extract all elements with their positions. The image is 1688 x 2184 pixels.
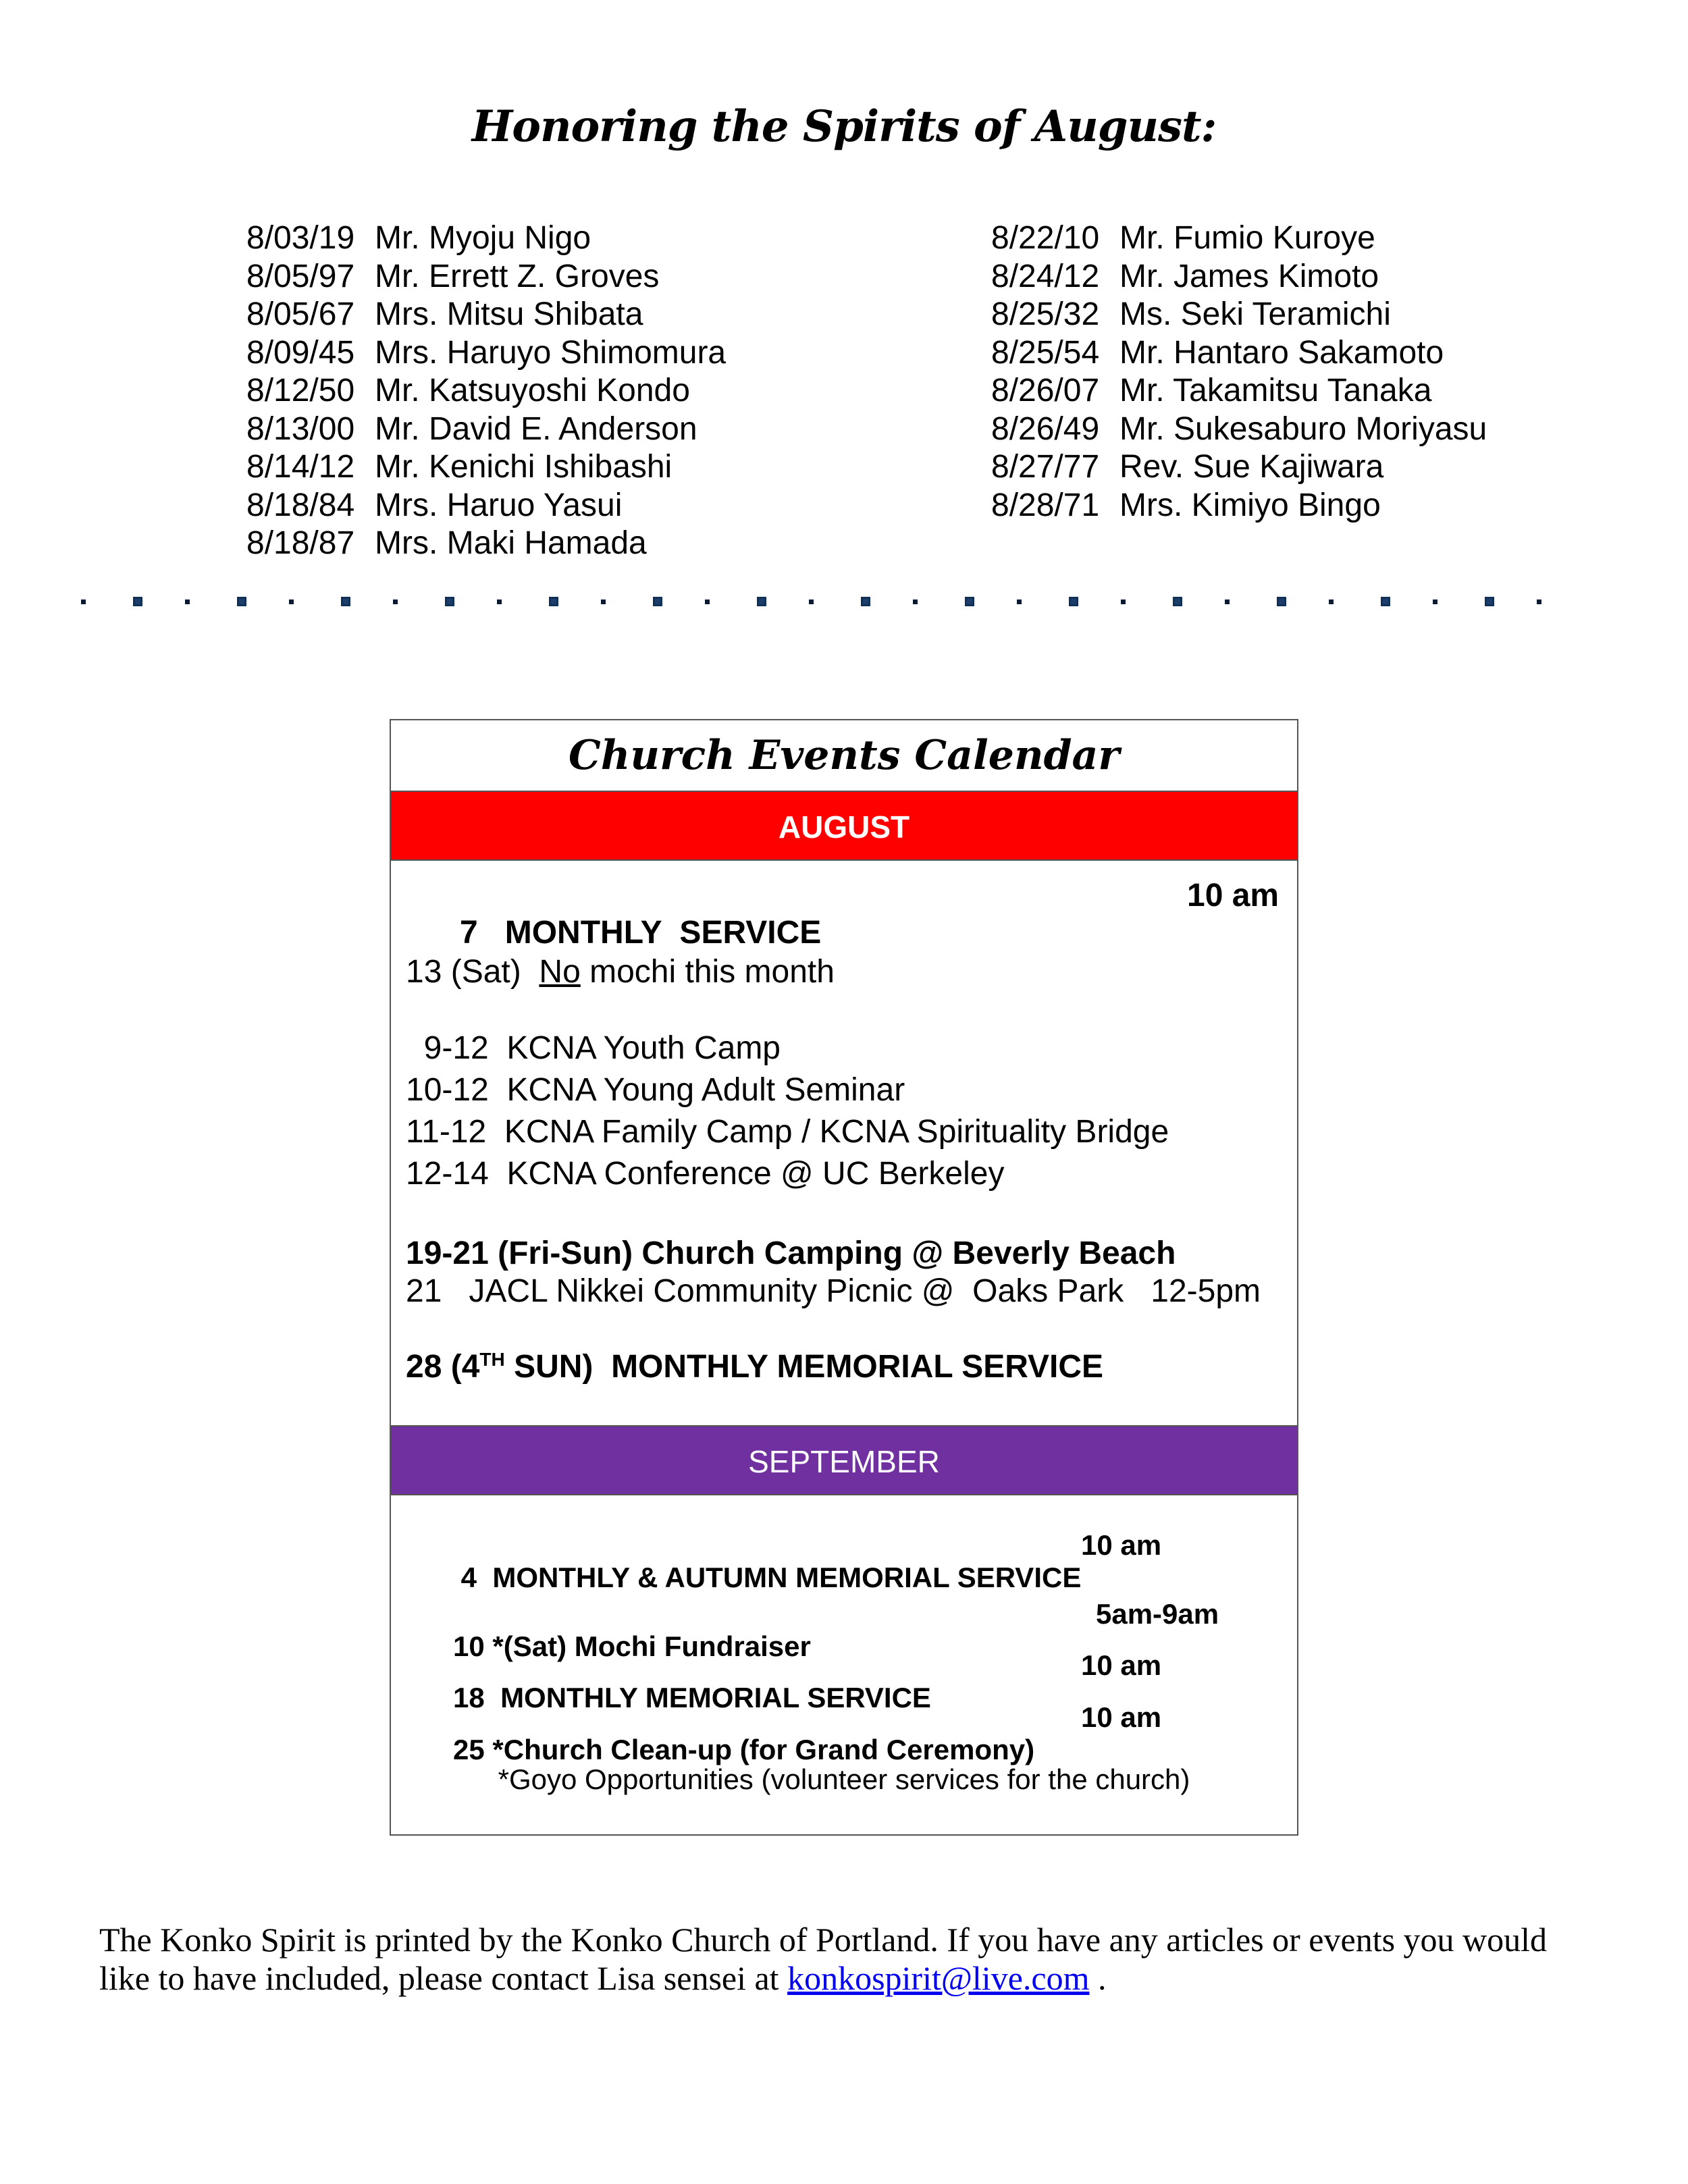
- memorial-item: [246, 525, 726, 563]
- divider-dot: [341, 597, 350, 606]
- memorial-date: 8/18/84: [246, 487, 355, 523]
- event-superscript: TH: [479, 1349, 505, 1370]
- footer-note: [99, 1921, 1605, 1998]
- memorial-name: Mr. Kenichi Ishibashi: [375, 449, 672, 485]
- memorial-name: Mrs. Maki Hamada: [375, 525, 647, 561]
- divider-dot: [393, 600, 398, 604]
- memorial-date: 8/26/49: [991, 410, 1100, 447]
- event-item: 11-12 KCNA Family Camp / KCNA Spirituality Bridge: [406, 1114, 1169, 1150]
- event-item: 9-12 KCNA Youth Camp: [406, 1030, 781, 1066]
- memorial-name: Mr. James Kimoto: [1119, 258, 1379, 294]
- memorial-item: [991, 487, 1487, 525]
- memorial-date: 8/26/07: [991, 373, 1100, 408]
- memorial-name: Mr. Katsuyoshi Kondo: [375, 373, 690, 408]
- memorial-name: Ms. Seki Teramichi: [1119, 296, 1391, 332]
- event-label: 18 MONTHLY MEMORIAL SERVICE: [453, 1682, 931, 1713]
- memorial-item: [991, 334, 1487, 373]
- event-text: mochi this month: [580, 954, 835, 990]
- divider-dot: [965, 597, 974, 606]
- memorial-name: Mr. Hantaro Sakamoto: [1119, 334, 1444, 371]
- event-time: 5am-9am: [1096, 1598, 1219, 1630]
- divider-dot: [705, 600, 710, 604]
- divider-dot: [809, 600, 814, 604]
- event-time: 10 am: [1081, 1649, 1162, 1681]
- event-time: 10 am: [1081, 1701, 1162, 1733]
- memorial-item: [246, 296, 726, 334]
- dotted-divider: [81, 597, 1560, 608]
- memorial-date: 8/12/50: [246, 373, 355, 408]
- memorial-item: [246, 372, 726, 410]
- memorial-date: 8/22/10: [991, 220, 1100, 256]
- divider-dot: [237, 597, 246, 606]
- memorial-item: [991, 410, 1487, 449]
- footer-end: .: [1089, 1959, 1107, 1997]
- memorial-date: 8/13/00: [246, 410, 355, 447]
- event-text: SUN) MONTHLY MEMORIAL SERVICE: [504, 1349, 1104, 1385]
- memorial-item: [991, 258, 1487, 296]
- memorial-item: [246, 219, 726, 258]
- memorial-date: 8/24/12: [991, 258, 1100, 294]
- event-time: 10 am: [1187, 878, 1280, 913]
- memorial-name: Mr. Errett Z. Groves: [375, 258, 660, 294]
- events-calendar: [390, 719, 1298, 1836]
- memorial-item: [991, 219, 1487, 258]
- memorial-date: 8/25/32: [991, 296, 1100, 332]
- event-time: 10 am: [1081, 1529, 1162, 1561]
- memorial-name: Mrs. Haruo Yasui: [375, 487, 623, 523]
- memorial-item: [246, 334, 726, 373]
- memorial-date: 8/09/45: [246, 334, 355, 371]
- memorial-name: Mr. Takamitsu Tanaka: [1119, 373, 1432, 408]
- memorial-name: Mrs. Mitsu Shibata: [375, 296, 643, 332]
- divider-dot: [601, 600, 606, 604]
- memorial-date: 8/18/87: [246, 525, 355, 561]
- divider-dot: [1277, 597, 1286, 606]
- memorial-name: Mrs. Haruyo Shimomura: [375, 334, 727, 371]
- divider-dot: [861, 597, 870, 606]
- divider-dot: [1329, 600, 1334, 604]
- divider-dot: [1173, 597, 1182, 606]
- divider-dot: [913, 600, 918, 604]
- memorial-date: 8/28/71: [991, 487, 1100, 523]
- divider-dot: [653, 597, 662, 606]
- memorial-name: Mr. David E. Anderson: [375, 410, 697, 447]
- memorial-item: [246, 448, 726, 487]
- event-label: 7 MONTHLY SERVICE: [460, 915, 822, 951]
- divider-dot: [1433, 600, 1438, 604]
- event-label: 4 MONTHLY & AUTUMN MEMORIAL SERVICE: [453, 1562, 1082, 1593]
- divider-dot: [289, 600, 294, 604]
- divider-dot: [1485, 597, 1494, 606]
- memorial-name: Rev. Sue Kajiwara: [1119, 449, 1384, 485]
- memorial-item: [991, 448, 1487, 487]
- memorial-item: [246, 410, 726, 449]
- september-header: SEPTEMBER: [391, 1425, 1297, 1495]
- divider-dot: [757, 597, 766, 606]
- footer-text: The Konko Spirit is printed by the Konko Church of Portland. If you have any articles or events you would like to have included, please contact Lisa sensei at: [99, 1921, 1548, 1997]
- memorial-date: 8/14/12: [246, 449, 355, 485]
- event-emphasis: No: [539, 954, 581, 990]
- event-item: [406, 1348, 1103, 1385]
- memorial-item: [246, 258, 726, 296]
- event-label: 10 *(Sat) Mochi Fundraiser: [453, 1630, 811, 1662]
- event-item: [406, 953, 835, 990]
- divider-dot: [549, 597, 558, 606]
- event-item: 21 JACL Nikkei Community Picnic @ Oaks Park 12-5pm: [406, 1273, 1261, 1309]
- divider-dot: [1121, 600, 1126, 604]
- event-item: 10-12 KCNA Young Adult Seminar: [406, 1072, 905, 1108]
- memorial-item: [991, 296, 1487, 334]
- memorial-name: Mr. Sukesaburo Moriyasu: [1119, 410, 1487, 447]
- divider-dot: [1381, 597, 1390, 606]
- memorial-list-left: [246, 219, 726, 563]
- page-title: Honoring the Spirits of August:: [471, 101, 1217, 152]
- event-label: 25 *Church Clean-up (for Grand Ceremony): [453, 1734, 1035, 1765]
- memorial-date: 8/25/54: [991, 334, 1100, 371]
- memorial-name: Mr. Myoju Nigo: [375, 220, 591, 256]
- event-item: 12-14 KCNA Conference @ UC Berkeley: [406, 1156, 1005, 1192]
- memorial-name: Mr. Fumio Kuroye: [1119, 220, 1375, 256]
- august-header: AUGUST: [391, 791, 1297, 861]
- divider-dot: [1017, 600, 1022, 604]
- memorial-date: 8/05/67: [246, 296, 355, 332]
- memorial-item: [246, 487, 726, 525]
- divider-dot: [185, 600, 190, 604]
- event-text: 13 (Sat): [406, 954, 539, 990]
- goyo-note: *Goyo Opportunities (volunteer services for the church): [498, 1763, 1190, 1795]
- divider-dot: [1069, 597, 1078, 606]
- divider-dot: [1537, 600, 1541, 604]
- calendar-title: Church Events Calendar: [568, 732, 1120, 779]
- divider-dot: [497, 600, 502, 604]
- email-link[interactable]: konkospirit@live.com: [787, 1959, 1090, 1997]
- event-item: 19-21 (Fri-Sun) Church Camping @ Beverly Beach: [406, 1235, 1176, 1271]
- event-text: 28 (4: [406, 1349, 480, 1385]
- event-item: [406, 877, 1284, 1026]
- memorial-date: 8/27/77: [991, 449, 1100, 485]
- memorial-date: 8/03/19: [246, 220, 355, 256]
- memorial-item: [991, 372, 1487, 410]
- divider-dot: [445, 597, 454, 606]
- divider-dot: [81, 600, 86, 604]
- divider-dot: [133, 597, 142, 606]
- divider-dot: [1225, 600, 1230, 604]
- memorial-name: Mrs. Kimiyo Bingo: [1119, 487, 1381, 523]
- memorial-list-right: [991, 219, 1487, 525]
- memorial-date: 8/05/97: [246, 258, 355, 294]
